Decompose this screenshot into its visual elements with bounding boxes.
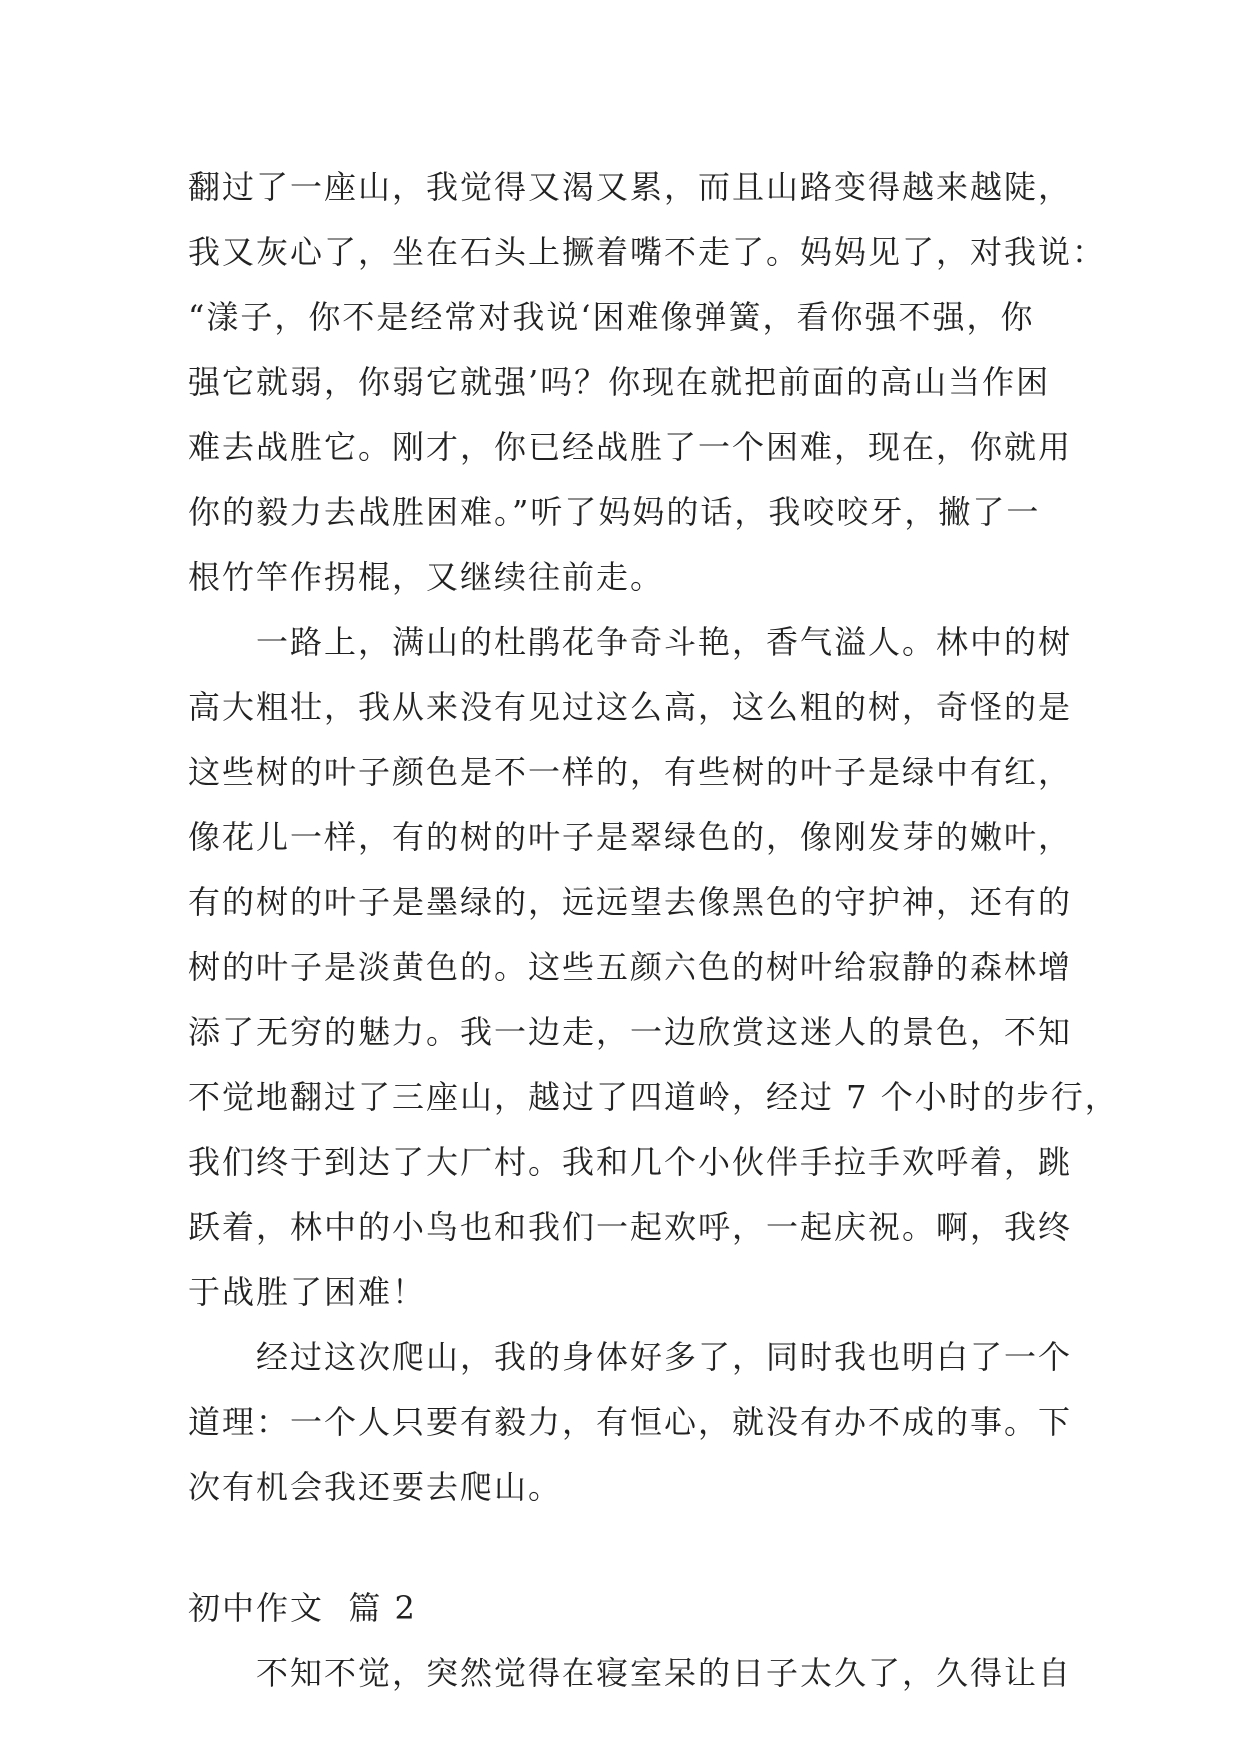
text-line: 有的树的叶子是墨绿的，远远望去像黑色的守护神，还有的 — [188, 883, 1073, 921]
text-line: “漾子，你不是经常对我说‘困难像弹簧，看你强不强，你 — [188, 298, 1035, 336]
text-line: 翻过了一座山，我觉得又渴又累，而且山路变得越来越陡， — [188, 168, 1073, 206]
text-line: 次有机会我还要去爬山。 — [188, 1468, 563, 1506]
text-line: 经过这次爬山，我的身体好多了，同时我也明白了一个 — [188, 1338, 1073, 1376]
text-line: 高大粗壮，我从来没有见过这么高，这么粗的树，奇怪的是 — [188, 688, 1073, 726]
text-line: 道理：一个人只要有毅力，有恒心，就没有办不成的事。下 — [188, 1403, 1073, 1441]
text-line: 像花儿一样，有的树的叶子是翠绿色的，像刚发芽的嫩叶， — [188, 818, 1073, 856]
text-line: 我又灰心了，坐在石头上撅着嘴不走了。妈妈见了，对我说： — [188, 233, 1107, 271]
text-line: 不知不觉，突然觉得在寝室呆的日子太久了，久得让自 — [188, 1654, 1073, 1692]
paragraph-2 — [188, 617, 1119, 1332]
text-line: 不觉地翻过了三座山，越过了四道岭，经过 7 个小时的步行， — [188, 1078, 1119, 1116]
paragraph-1 — [188, 162, 1107, 617]
text-line: 强它就弱，你弱它就强’吗？你现在就把前面的高山当作困 — [188, 363, 1051, 401]
text-line: 你的毅力去战胜困难。”听了妈妈的话，我咬咬牙，撇了一 — [188, 493, 1041, 531]
text-line: 于战胜了困难！ — [188, 1273, 427, 1311]
text-line: 一路上，满山的杜鹃花争奇斗艳，香气溢人。林中的树 — [188, 623, 1073, 661]
text-line: 树的叶子是淡黄色的。这些五颜六色的树叶给寂静的森林增 — [188, 948, 1073, 986]
text-line: 难去战胜它。刚才，你已经战胜了一个困难，现在，你就用 — [188, 428, 1073, 466]
text-line: 跃着，林中的小鸟也和我们一起欢呼，一起庆祝。啊，我终 — [188, 1208, 1073, 1246]
text-line: 添了无穷的魅力。我一边走，一边欣赏这迷人的景色，不知 — [188, 1013, 1073, 1051]
paragraph-3 — [188, 1332, 1088, 1527]
section-spacer — [188, 1527, 1088, 1583]
text-line: 这些树的叶子颜色是不一样的，有些树的叶子是绿中有红， — [188, 753, 1073, 791]
text-line: 我们终于到达了大厂村。我和几个小伙伴手拉手欢呼着，跳 — [188, 1143, 1073, 1181]
essay-text — [188, 162, 1119, 1713]
section-heading: 初中作文 篇 2 — [188, 1589, 417, 1627]
paragraph-4 — [188, 1648, 1088, 1713]
text-line: 根竹竿作拐棍，又继续往前走。 — [188, 558, 665, 596]
